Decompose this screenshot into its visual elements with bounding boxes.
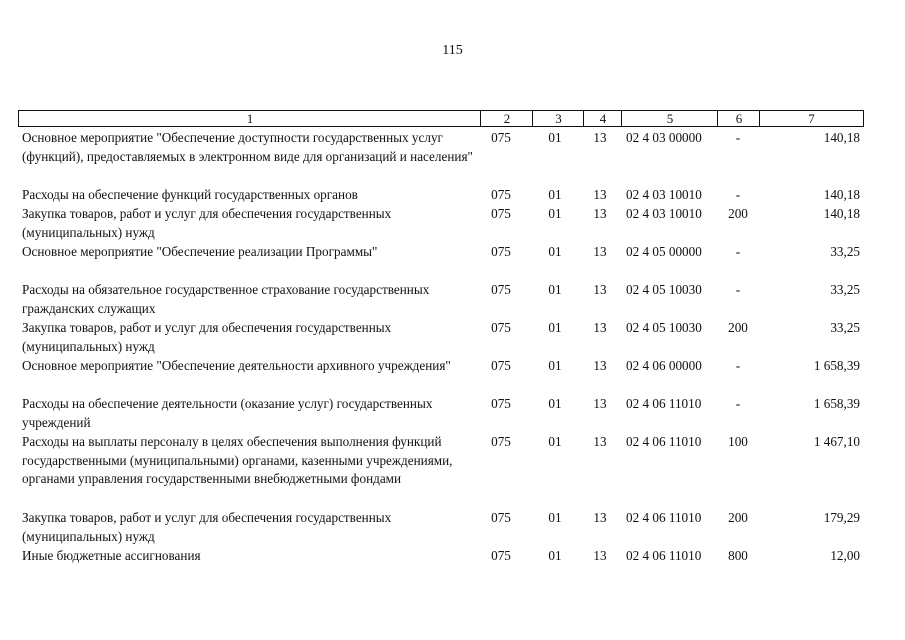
row-col-6: - [735,130,741,145]
row-name: Расходы на обеспечение деятельности (оказание услуг) государственных учреждений [22,396,433,430]
row-col-3: 01 [548,130,562,145]
table-row [18,281,864,319]
row-col-3: 01 [548,206,562,221]
row-col-7: 12,00 [830,548,860,563]
page-number: 115 [442,43,463,58]
row-col-7: 33,25 [830,320,860,335]
table-row [18,129,864,186]
row-col-2: 075 [491,434,511,449]
row-col-5: 02 4 05 00000 [626,244,702,259]
row-col-3: 01 [548,548,562,563]
row-name: Основное мероприятие "Обеспечение реализации Программы" [22,244,378,259]
table-row [18,395,864,433]
row-col-4: 13 [593,548,607,563]
row-col-4: 13 [593,130,607,145]
row-col-4: 13 [593,358,607,373]
row-name: Основное мероприятие "Обеспечение деятельности архивного учреждения" [22,358,451,373]
table-row [18,319,864,357]
row-col-4: 13 [593,320,607,335]
row-name: Закупка товаров, работ и услуг для обеспечения государственных (муниципальных) нужд [22,206,392,240]
row-col-3: 01 [548,358,562,373]
row-col-7: 179,29 [823,510,860,525]
row-col-6: - [735,358,741,373]
row-col-7: 1 467,10 [813,434,860,449]
table-row [18,186,864,205]
header-col-1: 1 [18,110,481,127]
row-col-2: 075 [491,130,511,145]
row-col-2: 075 [491,396,511,411]
row-col-6: 200 [728,206,748,221]
row-col-2: 075 [491,206,511,221]
row-name: Основное мероприятие "Обеспечение доступности государственных услуг (функций), предоставляемых в электронном виде для организаций и населения" [22,130,473,164]
table-header [18,110,864,127]
row-col-2: 075 [491,320,511,335]
table-row [18,433,864,509]
row-col-5: 02 4 03 10010 [626,206,702,221]
row-col-6: - [735,282,741,297]
row-col-2: 075 [491,244,511,259]
row-col-7: 140,18 [823,130,860,145]
header-col-4: 4 [583,110,622,127]
row-col-4: 13 [593,206,607,221]
row-col-2: 075 [491,358,511,373]
row-name: Закупка товаров, работ и услуг для обеспечения государственных (муниципальных) нужд [22,510,392,544]
row-col-3: 01 [548,396,562,411]
row-col-6: - [735,187,741,202]
row-col-7: 1 658,39 [813,358,860,373]
row-col-4: 13 [593,244,607,259]
row-col-5: 02 4 03 10010 [626,187,702,202]
row-col-5: 02 4 06 00000 [626,358,702,373]
row-col-3: 01 [548,282,562,297]
table-row [18,205,864,243]
header-col-2: 2 [480,110,533,127]
row-name: Расходы на обеспечение функций государственных органов [22,187,358,202]
row-col-6: - [735,396,741,411]
header-col-3: 3 [532,110,584,127]
row-col-4: 13 [593,396,607,411]
row-col-3: 01 [548,320,562,335]
row-col-6: 100 [728,434,748,449]
row-col-4: 13 [593,187,607,202]
row-col-6: 800 [728,548,748,563]
row-col-7: 140,18 [823,206,860,221]
row-name: Закупка товаров, работ и услуг для обеспечения государственных (муниципальных) нужд [22,320,392,354]
row-col-5: 02 4 06 11010 [626,510,702,525]
row-name: Иные бюджетные ассигнования [22,548,201,563]
row-col-7: 140,18 [823,187,860,202]
row-col-3: 01 [548,187,562,202]
row-col-2: 075 [491,548,511,563]
row-col-5: 02 4 06 11010 [626,396,702,411]
table-row [18,509,864,547]
row-col-2: 075 [491,282,511,297]
row-col-7: 33,25 [830,244,860,259]
header-col-6: 6 [717,110,760,127]
row-name: Расходы на обязательное государственное страхование государственных гражданских служащих [22,282,430,316]
header-col-5: 5 [621,110,718,127]
row-col-7: 33,25 [830,282,860,297]
table-row [18,357,864,395]
table-row [18,547,864,566]
row-col-6: - [735,244,741,259]
row-col-3: 01 [548,434,562,449]
row-col-2: 075 [491,510,511,525]
row-col-4: 13 [593,510,607,525]
row-col-5: 02 4 05 10030 [626,320,702,335]
header-col-7: 7 [759,110,864,127]
row-col-2: 075 [491,187,511,202]
row-col-6: 200 [728,320,748,335]
row-col-5: 02 4 03 00000 [626,130,702,145]
row-name: Расходы на выплаты персоналу в целях обеспечения выполнения функций государственными (муниципальными) органами, казенными учреждениями, органами управления государственными внебюджетными фондами [22,434,453,487]
table-row [18,243,864,281]
row-col-4: 13 [593,282,607,297]
row-col-3: 01 [548,244,562,259]
row-col-4: 13 [593,434,607,449]
row-col-5: 02 4 06 11010 [626,548,702,563]
row-col-5: 02 4 05 10030 [626,282,702,297]
row-col-7: 1 658,39 [813,396,860,411]
table-body [18,129,864,566]
row-col-5: 02 4 06 11010 [626,434,702,449]
row-col-6: 200 [728,510,748,525]
row-col-3: 01 [548,510,562,525]
